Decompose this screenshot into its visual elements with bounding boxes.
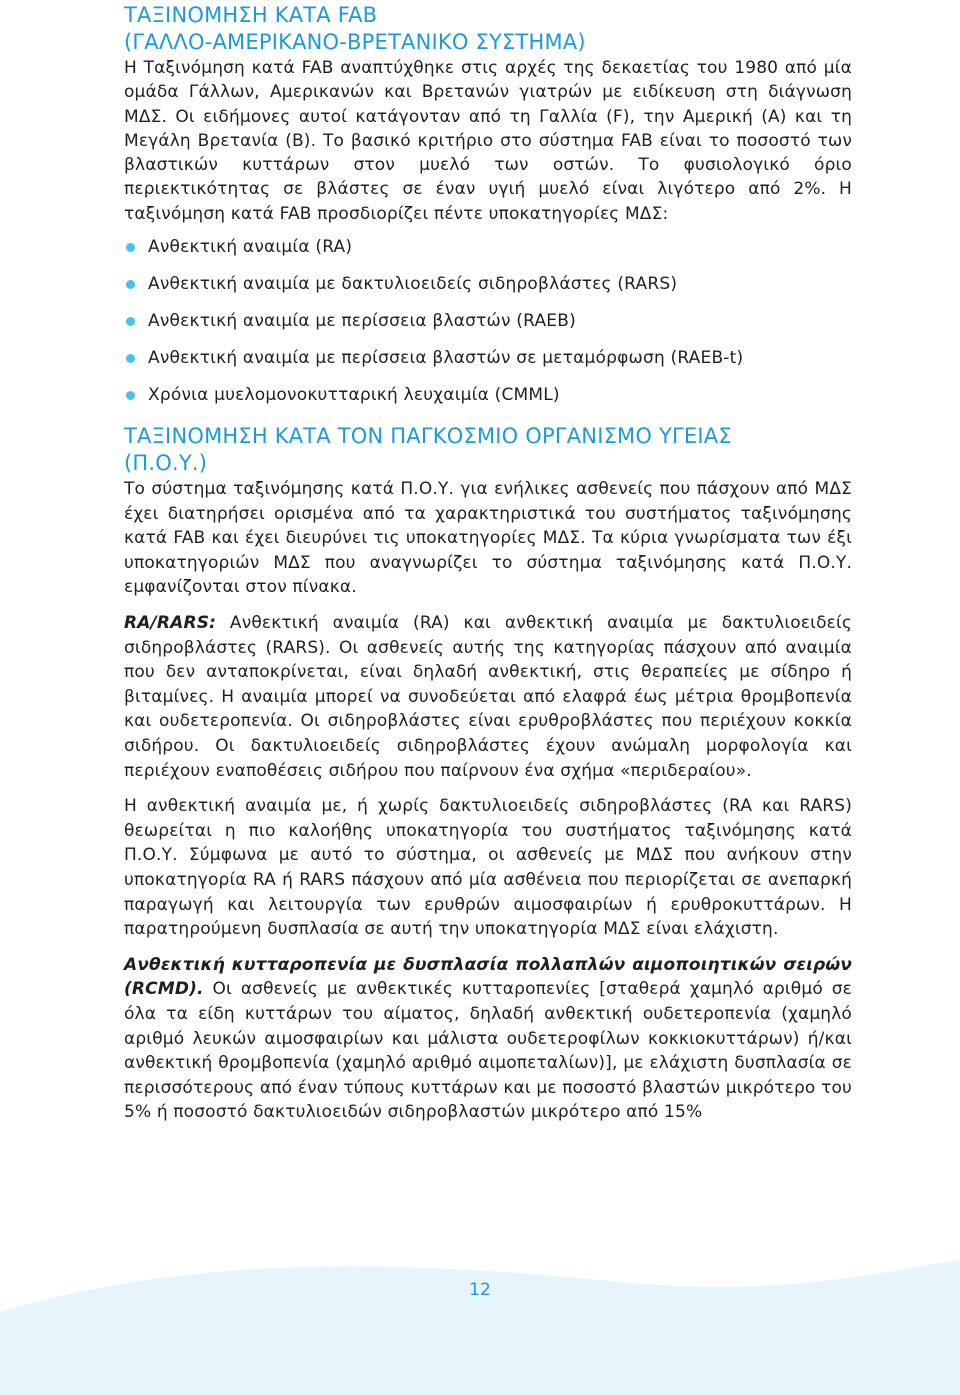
list-item-label: Χρόνια μυελομονοκυτταρική λευχαιμία (CMML) (148, 385, 560, 406)
section-title-who (124, 423, 852, 477)
list-item-label: Ανθεκτική αναιμία με δακτυλιοειδείς σιδηροβλάστες (RARS) (148, 274, 678, 295)
bullet-dot-icon (126, 354, 135, 363)
ra-rars-paragraph (124, 611, 852, 783)
page-number: 12 (469, 1280, 491, 1300)
bullet-dot-icon (126, 391, 135, 400)
footer-wave-decoration (0, 1242, 960, 1395)
section-title-fab (124, 0, 852, 56)
list-item (124, 383, 852, 420)
list-item (124, 272, 852, 309)
rcmd-text: Οι ασθενείς με ανθεκτικές κυτταροπενίες [σταθερά χαμηλό αριθμό σε όλα τα είδη κυττάρων του αίματος, δηλαδή ανθεκτική ουδετεροπενία (χαμηλό αριθμό λευκών αιμοσφαιρίων και μάλιστα ουδετεροφίλων κοκκιοκυττάρων) ή/και ανθεκτική θρομβοπενία (χαμηλό αριθμό αιμοπεταλίων)], με ελάχιστη δυσπλασία σε περισσότερους από έναν τύπους κυττάρων και με ποσοστό βλαστών μικρότερο του 5% ή ποσοστό δακτυλιοειδών σιδηροβλαστών μικρότερο από 15% (124, 979, 852, 1123)
list-item-label: Ανθεκτική αναιμία με περίσσεια βλαστών σε μεταμόρφωση (RAEB-t) (148, 348, 744, 369)
section-title-who-line1: ΤΑΞΙΝΟΜΗΣΗ ΚΑΤΑ ΤΟΝ ΠΑΓΚΟΣΜΙΟ ΟΡΓΑΝΙΣΜΟ ΥΓΕΙΑΣ (124, 424, 732, 449)
list-item (124, 309, 852, 346)
section-title-fab-line2: (ΓΑΛΛΟ-ΑΜΕΡΙΚΑΝΟ-ΒΡΕΤΑΝΙΚΟ ΣΥΣΤΗΜΑ) (124, 30, 586, 54)
bullet-dot-icon (126, 317, 135, 326)
rcmd-label: Ανθεκτική κυτταροπενία με δυσπλασία πολλαπλών αιμοποιητικών σειρών (RCMD). (124, 954, 852, 1000)
list-item (124, 235, 852, 272)
list-item-label: Ανθεκτική αναιμία (RA) (148, 237, 353, 258)
fab-intro-paragraph: Η Ταξινόμηση κατά FAB αναπτύχθηκε στις αρχές της δεκαετίας του 1980 από μία ομάδα Γάλλων, Αμερικανών και Βρετανών γιατρών με ειδίκευση στη διάγνωση ΜΔΣ. Οι ειδήμονες αυτοί κατάγονταν από τη Γαλλία (F), την Αμερική (A) και τη Μεγάλη Βρετανία (B). Το βασικό κριτήριο στο σύστημα FAB είναι το ποσοστό των βλαστικών κυττάρων στον μυελό των οστών. Το φυσιολογικό όριο περιεκτικότητας σε βλάστες σε έναν υγιή μυελό είναι λιγότερο από 2%. Η ταξινόμηση κατά FAB προσδιορίζει πέντε υποκατηγορίες ΜΔΣ: (124, 58, 852, 224)
who-intro-paragraph: Το σύστημα ταξινόμησης κατά Π.Ο.Υ. για ενήλικες ασθενείς που πάσχουν από ΜΔΣ έχει διατηρήσει ορισμένα από τα χαρακτηριστικά του συστήματος ταξινόμησης κατά FAB και έχει διευρύνει τις υποκατηγορίες ΜΔΣ. Τα κύρια γνωρίσματα των έξι υποκατηγοριών ΜΔΣ που αναγνωρίζει το σύστημα ταξινόμησης κατά Π.Ο.Υ. εμφανίζονται στον πίνακα. (124, 479, 852, 598)
ra-rars-paragraph-2: Η ανθεκτική αναιμία με, ή χωρίς δακτυλιοειδείς σιδηροβλάστες (RA και RARS) θεωρείται η πιο καλοήθης υποκατηγορία του συστήματος ταξινόμησης κατά Π.Ο.Υ. Σύμφωνα με αυτό το σύστημα, οι ασθενείς με ΜΔΣ που ανήκουν στην υποκατηγορία RA ή RARS πάσχουν από μία ασθένεια που περιορίζεται σε ανεπαρκή παραγωγή και λειτουργία των ερυθρών αιμοσφαιρίων ή ερυθροκυττάρων. Η παρατηρούμενη δυσπλασία σε αυτή την υποκατηγορία ΜΔΣ είναι ελάχιστη. (124, 796, 852, 940)
rcmd-paragraph (124, 953, 852, 1125)
list-item (124, 346, 852, 383)
ra-rars-label: RA/RARS: (124, 613, 217, 634)
section-title-fab-line1: ΤΑΞΙΝΟΜΗΣΗ ΚΑΤΑ FAB (124, 3, 378, 27)
bullet-dot-icon (126, 280, 135, 289)
list-item-label: Ανθεκτική αναιμία με περίσσεια βλαστών (RAEB) (148, 311, 576, 332)
page-content (124, 0, 852, 1125)
bullet-dot-icon (126, 243, 135, 252)
ra-rars-text: Ανθεκτική αναιμία (RA) και ανθεκτική αναιμία με δακτυλιοειδείς σιδηροβλάστες (RARS). Οι ασθενείς αυτής της κατηγορίας πάσχουν από αναιμία που δεν ανταποκρίνεται, είναι δηλαδή ανθεκτική, στις θεραπείες με σίδηρο ή βιταμίνες. Η αναιμία μπορεί να συνοδεύεται από ελαφρά έως μέτρια θρομβοπενία και ουδετεροπενία. Οι σιδηροβλάστες είναι ερυθροβλάστες που περιέχουν κοκκία σιδήρου. Οι δακτυλιοειδείς σιδηροβλάστες έχουν ανώμαλη μορφολογία και περιέχουν εναποθέσεις σιδήρου που παίρνουν ένα σχήμα «περιδεραίου». (124, 613, 852, 781)
fab-subcategory-list (124, 235, 852, 420)
section-title-who-line2: (Π.Ο.Υ.) (124, 451, 208, 476)
